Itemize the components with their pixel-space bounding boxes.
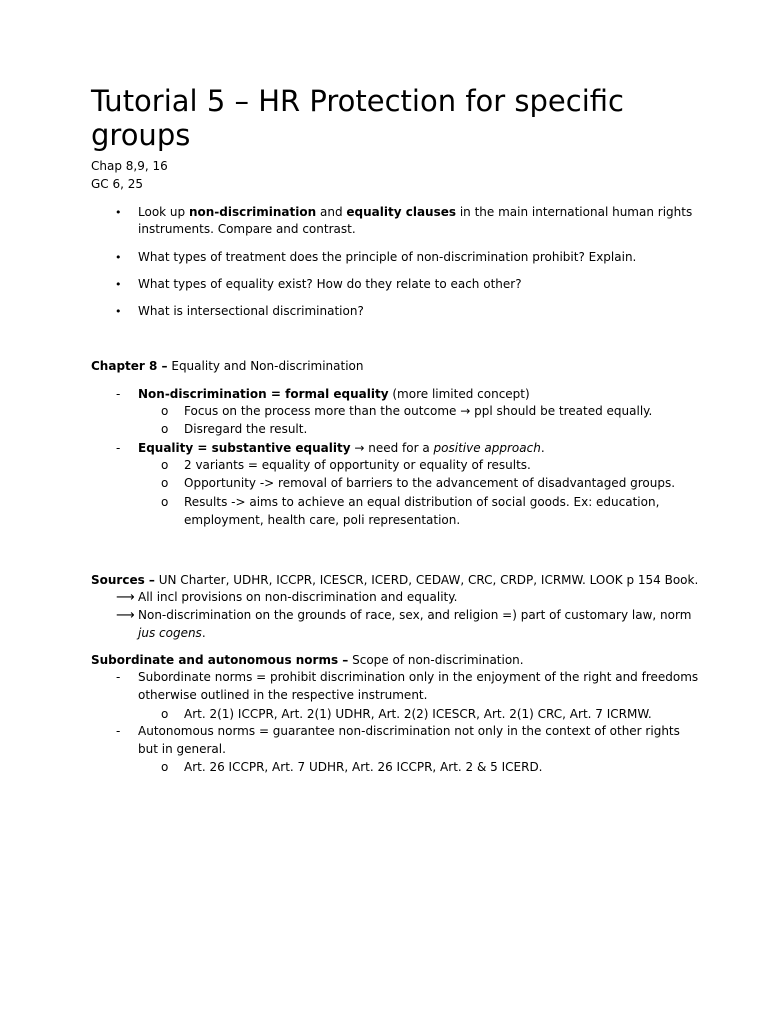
question-2: What types of treatment does the principle of non-discrimination prohibit? Explain.	[138, 250, 637, 264]
autonomous-norms-line-1: Autonomous norms = guarantee non-discrimination not only in the context of other rights	[138, 724, 680, 738]
page-title: Tutorial 5 – HR Protection for specific groups	[91, 84, 624, 152]
circle-marker: o	[161, 760, 169, 774]
autonomous-norms-line-2: but in general.	[138, 742, 226, 756]
question-4: What is intersectional discrimination?	[138, 304, 364, 318]
general-comment-reference: GC 6, 25	[91, 177, 144, 191]
question-3: What types of equality exist? How do they relate to each other?	[138, 277, 522, 291]
circle-marker: o	[161, 458, 169, 472]
circle-marker: o	[161, 707, 169, 721]
dash-marker: -	[116, 441, 121, 455]
question-1-line-1: Look up non-discrimination and equality clauses in the main international human rights	[138, 205, 693, 219]
sources-paragraph: Sources – UN Charter, UDHR, ICCPR, ICESCR, ICERD, CEDAW, CRC, CRDP, ICRMW. LOOK p 154 Book.	[91, 573, 699, 587]
subordinate-norms-line-1: Subordinate norms = prohibit discrimination only in the enjoyment of the right and freedoms	[138, 670, 699, 684]
dash-marker: -	[116, 724, 121, 738]
sources-arrow-item-1: All incl provisions on non-discrimination and equality.	[138, 590, 458, 604]
arrow-icon: ⟶	[116, 608, 133, 623]
subordinate-norms-examples: Art. 2(1) ICCPR, Art. 2(1) UDHR, Art. 2(2) ICESCR, Art. 2(1) CRC, Art. 7 ICRMW.	[184, 707, 652, 721]
bullet-marker: •	[115, 206, 122, 219]
subordinate-norms-line-2: otherwise outlined in the respective instrument.	[138, 688, 428, 702]
bullet-marker: •	[115, 251, 122, 264]
arrow-icon: ⟶	[116, 590, 133, 605]
norms-heading: Subordinate and autonomous norms – Scope of non-discrimination.	[91, 653, 524, 667]
question-1-line-2: instruments. Compare and contrast.	[138, 222, 356, 236]
circle-marker: o	[161, 404, 169, 418]
equality-sub-3-line-1: Results -> aims to achieve an equal distribution of social goods. Ex: education,	[184, 495, 660, 509]
dash-marker: -	[116, 670, 121, 684]
equality-item: Equality = substantive equality → need for a positive approach.	[138, 441, 545, 455]
non-discrimination-item: Non-discrimination = formal equality (more limited concept)	[138, 387, 530, 401]
sources-arrow-item-2-line-2: jus cogens.	[138, 626, 206, 640]
equality-sub-3-line-2: employment, health care, poli representation.	[184, 513, 461, 527]
equality-sub-2: Opportunity -> removal of barriers to the advancement of disadvantaged groups.	[184, 476, 676, 490]
dash-marker: -	[116, 387, 121, 401]
bullet-marker: •	[115, 278, 122, 291]
circle-marker: o	[161, 422, 169, 436]
circle-marker: o	[161, 476, 169, 490]
bullet-marker: •	[115, 305, 122, 318]
chapter-8-heading: Chapter 8 – Equality and Non-discrimination	[91, 359, 364, 373]
chapter-reference: Chap 8,9, 16	[91, 159, 168, 173]
autonomous-norms-examples: Art. 26 ICCPR, Art. 7 UDHR, Art. 26 ICCPR, Art. 2 & 5 ICERD.	[184, 760, 543, 774]
circle-marker: o	[161, 495, 169, 509]
equality-sub-1: 2 variants = equality of opportunity or equality of results.	[184, 458, 531, 472]
non-discrimination-sub-2: Disregard the result.	[184, 422, 308, 436]
non-discrimination-sub-1: Focus on the process more than the outcome → ppl should be treated equally.	[184, 404, 653, 418]
sources-arrow-item-2-line-1: Non-discrimination on the grounds of race, sex, and religion =) part of customary law, norm	[138, 608, 692, 622]
